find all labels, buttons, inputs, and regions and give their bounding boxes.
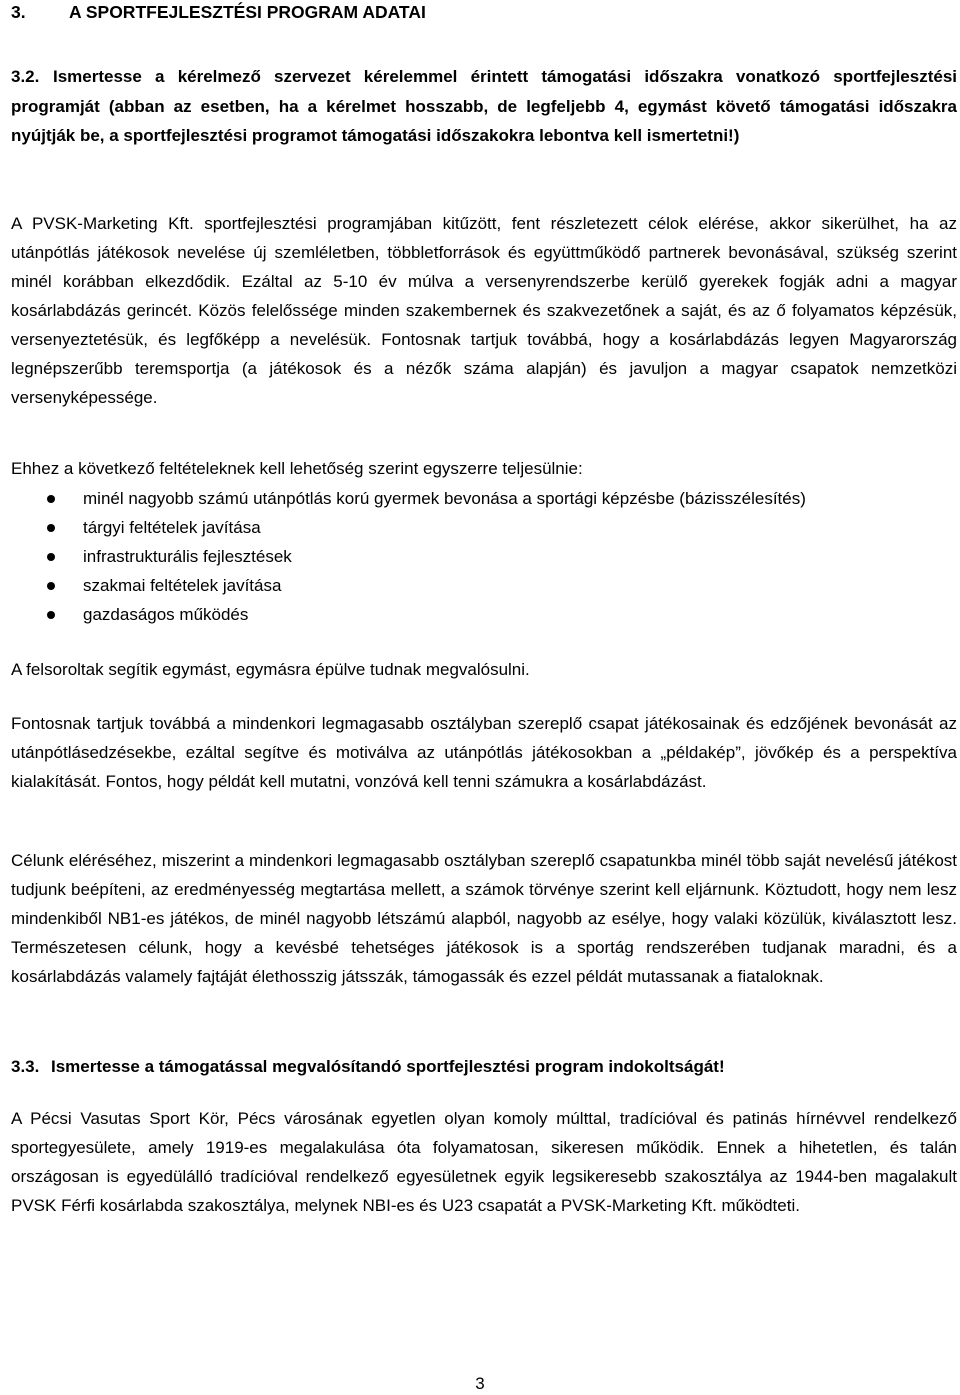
question-3-3-text: Ismertesse a támogatással megvalósítandó sportfejlesztési program indokoltságát! [51,1057,725,1076]
list-item [11,542,957,571]
list-item-text: infrastrukturális fejlesztések [83,547,292,566]
paragraph-objectives: Célunk eléréséhez, miszerint a mindenkori legmagasabb osztályban szereplő csapatunkba minél több saját nevelésű játékost tudjunk beépíteni, az eredményesség megtartása mellett, a számok törvénye szerint kell eljárnunk. Köztudott, hogy nem lesz mindenkiből NB1-es játékos, de minél nagyobb létszámú alapból, nagyobb az esélye, hogy valaki közülük, kiválasztott lesz. Természetesen célunk, hogy a kevésbé tehetséges játékosok is a sportág rendszerében tudjanak maradni, és a kosárlabdázás valamely fajtáját élethosszig játsszák, támogassák és ezzel példát mutassanak a fiataloknak. [11,851,957,986]
bullet-icon [47,611,55,619]
section-heading [11,0,957,27]
question-3-3-number: 3.3. [11,1057,40,1076]
list-item [11,484,957,513]
question-3-2-text: Ismertesse a kérelmező szervezet kérelemmel érintett támogatási időszakra vonatkozó sportfejlesztési programját (abban az esetben, ha a kérelmet hosszabb, de legfeljebb 4, egymást követő támogatási időszakra nyújtják be, a sportfejlesztési programot támogatási időszakokra lebontva kell ismertetni!) [11,67,957,145]
list-item [11,600,957,629]
paragraph-program-goals: A PVSK-Marketing Kft. sportfejlesztési programjában kitűzött, fent részletezett célok elérése, akkor sikerülhet, ha az utánpótlás játékosok nevelése új szemléletben, többletforrások és együttműködő partnerek bevonásával, szükség szerint minél korábban elkezdődik. Ezáltal az 5-10 év múlva a versenyrendszerbe kerülő gyerekek fogják adni a magyar kosárlabdázás gerincét. Közös felelőssége minden szakembernek és szakvezetőnek a saját, és az ő folyamatos képzésük, versenyeztetésük, és legfőképp a nevelésük. Fontosnak tartjuk továbbá, hogy a kosárlabdázás legyen Magyarország legnépszerűbb teremsportja (a játékosok és a nézők száma alapján) és javuljon a magyar csapatok nemzetközi versenyképessége. [11,214,957,407]
question-3-2-number: 3.2. [11,67,40,86]
list-item [11,571,957,600]
paragraph-conditions-intro: Ehhez a következő feltételeknek kell lehetőség szerint egyszerre teljesülnie: [11,459,583,478]
section-number: 3. [11,2,26,22]
bullet-icon [47,495,55,503]
list-item-text: tárgyi feltételek javítása [83,518,261,537]
paragraph-club-history: A Pécsi Vasutas Sport Kör, Pécs városának egyetlen olyan komoly múlttal, tradícióval és patinás hírnévvel rendelkező sportegyesülete, amely 1919-es megalakulása óta folyamatosan, sikeresen működik. Ennek a hihetetlen, és talán országosan is egyedülálló tradícióval rendelkező egyesületnek egyik legsikeresebb szakosztálya az 1944-ben magalakult PVSK Férfi kosárlabda szakosztálya, melynek NBI-es és U23 csapatát a PVSK-Marketing Kft. működteti. [11,1109,957,1215]
paragraph-summary: A felsoroltak segítik egymást, egymásra épülve tudnak megvalósulni. [11,660,530,679]
list-item-text: gazdaságos működés [83,605,249,624]
question-3-2 [11,62,957,151]
bullet-icon [47,553,55,561]
section-title: A SPORTFEJLESZTÉSI PROGRAM ADATAI [69,2,426,22]
conditions-list [11,484,957,629]
question-3-3 [11,1052,957,1081]
list-item [11,513,957,542]
bullet-icon [47,582,55,590]
page-number: 3 [475,1374,485,1393]
list-item-text: minél nagyobb számú utánpótlás korú gyermek bevonása a sportági képzésbe (bázisszélesítés) [83,489,806,508]
paragraph-senior-involvement: Fontosnak tartjuk továbbá a mindenkori legmagasabb osztályban szereplő csapat játékosainak és edzőjének bevonását az utánpótlásedzésekbe, ezáltal segítve és motiválva az utánpótlás játékosokban a „példakép”, jövőkép és a perspektíva kialakítását. Fontos, hogy példát kell mutatni, vonzóvá kell tenni számukra a kosárlabdázást. [11,714,957,791]
list-item-text: szakmai feltételek javítása [83,576,282,595]
bullet-icon [47,524,55,532]
